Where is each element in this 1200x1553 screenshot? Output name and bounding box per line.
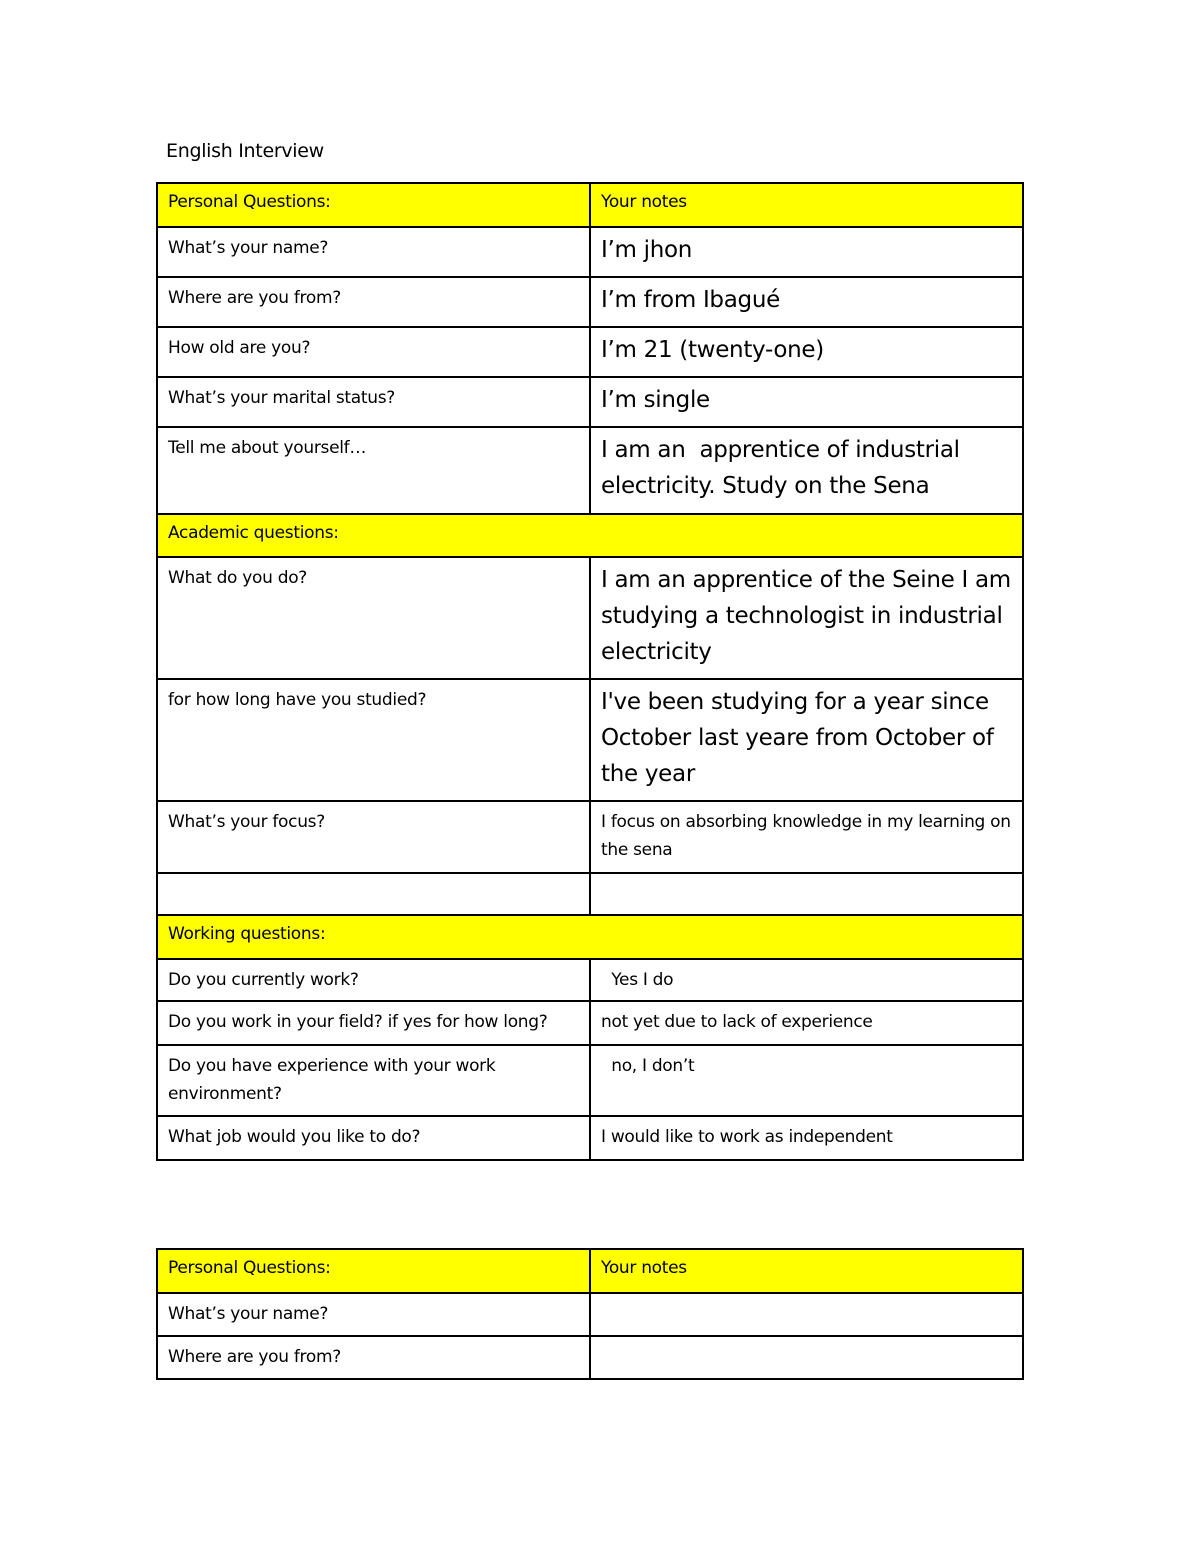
question-cell: What’s your name? <box>157 1293 590 1336</box>
question-cell: What do you do? <box>157 557 590 679</box>
personal-questions-header <box>157 183 1023 227</box>
question-cell: Do you have experience with your work environment? <box>157 1045 590 1116</box>
answer-cell[interactable]: I’m 21 (twenty-one) <box>590 327 1023 377</box>
answer-cell[interactable]: I would like to work as independent <box>590 1116 1023 1160</box>
interview-table <box>156 182 1024 1161</box>
table-row <box>157 277 1023 327</box>
answer-cell[interactable]: I am an apprentice of the Seine I am studying a technologist in industrial electricity <box>590 557 1023 679</box>
table-row <box>157 1001 1023 1045</box>
answer-cell[interactable]: I’m single <box>590 377 1023 427</box>
header-notes-cell: Your notes <box>590 1249 1023 1293</box>
table-row <box>157 1336 1023 1379</box>
answer-cell[interactable]: I focus on absorbing knowledge in my learning on the sena <box>590 801 1023 873</box>
section-header-cell: Academic questions: <box>157 514 1023 557</box>
academic-questions-header <box>157 514 1023 557</box>
question-cell: What’s your focus? <box>157 801 590 873</box>
answer-cell[interactable]: I’m jhon <box>590 227 1023 277</box>
header-question-cell: Personal Questions: <box>157 1249 590 1293</box>
table-row <box>157 1045 1023 1116</box>
answer-cell[interactable]: I've been studying for a year since October last yeare from October of the year <box>590 679 1023 801</box>
header-notes-cell: Your notes <box>590 183 1023 227</box>
interview-table-2 <box>156 1248 1024 1380</box>
question-cell: Where are you from? <box>157 277 590 327</box>
question-cell <box>157 873 590 915</box>
working-questions-header <box>157 915 1023 959</box>
table-row <box>157 873 1023 915</box>
question-cell: Do you work in your field? if yes for how long? <box>157 1001 590 1045</box>
header-question-cell: Personal Questions: <box>157 183 590 227</box>
question-cell: What job would you like to do? <box>157 1116 590 1160</box>
table-row <box>157 679 1023 801</box>
answer-cell[interactable]: Yes I do <box>590 959 1023 1001</box>
document-title: English Interview <box>166 140 324 162</box>
answer-cell[interactable] <box>590 873 1023 915</box>
question-cell: What’s your name? <box>157 227 590 277</box>
question-cell: Tell me about yourself… <box>157 427 590 514</box>
table-row <box>157 377 1023 427</box>
question-cell: Do you currently work? <box>157 959 590 1001</box>
table-row <box>157 959 1023 1001</box>
answer-cell[interactable]: I am an apprentice of industrial electricity. Study on the Sena <box>590 427 1023 514</box>
personal-questions-header <box>157 1249 1023 1293</box>
answer-cell[interactable]: not yet due to lack of experience <box>590 1001 1023 1045</box>
section-header-cell: Working questions: <box>157 915 1023 959</box>
table-row <box>157 327 1023 377</box>
table-row <box>157 801 1023 873</box>
question-cell: What’s your marital status? <box>157 377 590 427</box>
answer-cell[interactable]: I’m from Ibagué <box>590 277 1023 327</box>
table-row <box>157 557 1023 679</box>
table-row <box>157 1293 1023 1336</box>
answer-cell[interactable]: no, I don’t <box>590 1045 1023 1116</box>
table-row <box>157 227 1023 277</box>
answer-cell[interactable] <box>590 1336 1023 1379</box>
question-cell: Where are you from? <box>157 1336 590 1379</box>
table-row <box>157 427 1023 514</box>
table-row <box>157 1116 1023 1160</box>
answer-cell[interactable] <box>590 1293 1023 1336</box>
question-cell: for how long have you studied? <box>157 679 590 801</box>
question-cell: How old are you? <box>157 327 590 377</box>
